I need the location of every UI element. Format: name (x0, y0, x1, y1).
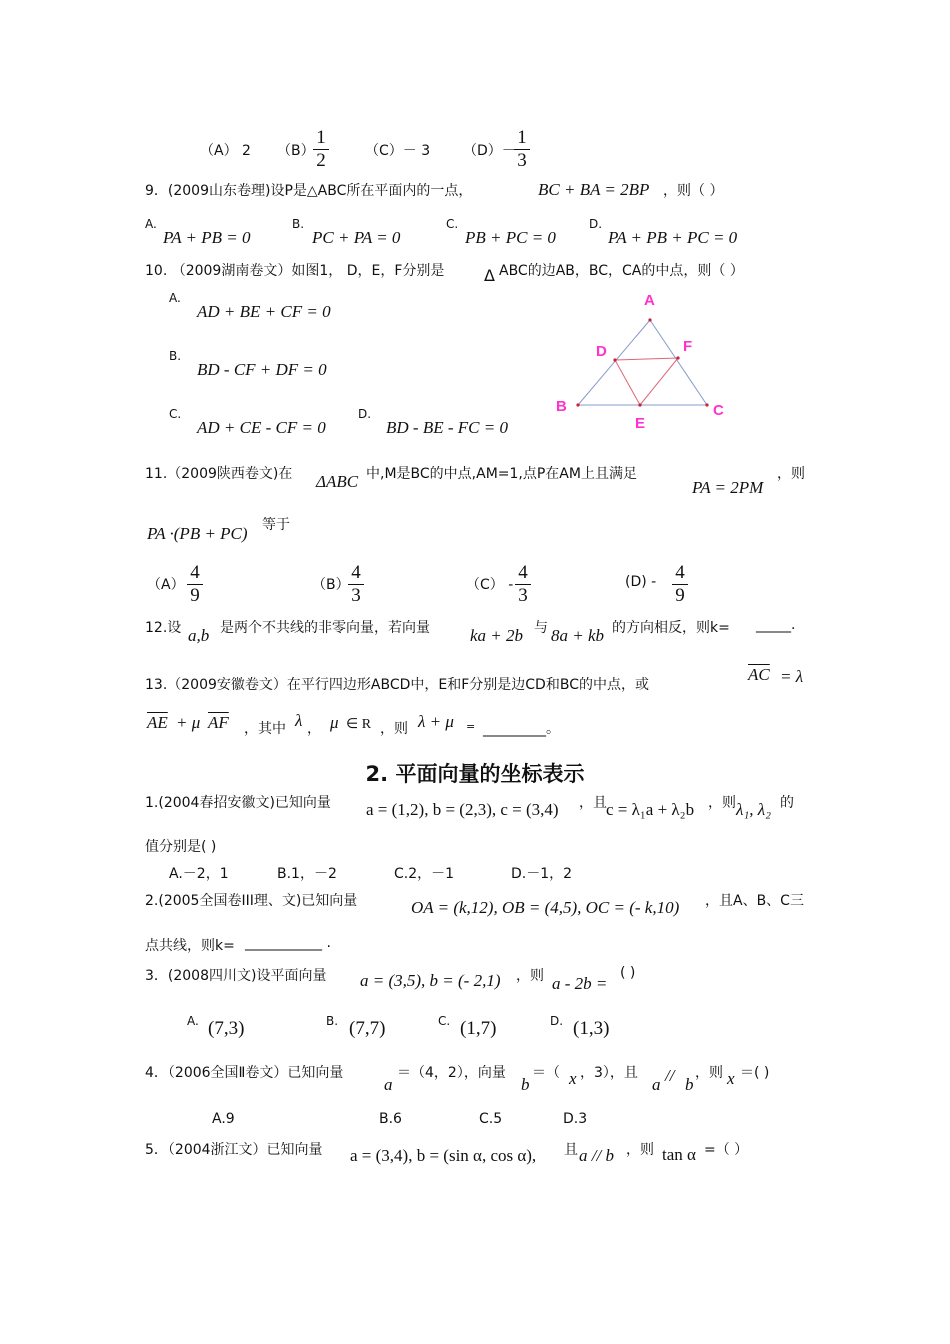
s4-stem-c: ＝（ (532, 1065, 560, 1081)
q10-d-expr: BD - BE - FC = 0 (386, 418, 508, 437)
q9-stem: 9．(2009山东卷理)设P是△ABC所在平面内的一点， (145, 183, 473, 199)
q13-stem: 13.（2009安徽卷文）在平行四边形ABCD中，E和F分别是边CD和BC的中点，或 (145, 677, 649, 693)
s2-stem: 2.(2005全国卷III理、文)已知向量 (145, 893, 358, 909)
q13-in-r: ∈ R (346, 717, 372, 732)
q12-tail: 的方向相反，则k= (612, 620, 730, 636)
s4-parallel: // (665, 1066, 675, 1085)
q13-sum: λ + μ (418, 712, 454, 731)
q13-lambda: λ (295, 711, 303, 730)
s2-expr: OA = (k,12), OB = (4,5), OC = (- k,10) (411, 898, 680, 917)
q11-a-fraction: $\frac{4}{9}$ (187, 563, 203, 606)
s1-line2: 值分别是( ) (145, 839, 217, 855)
s1-expr: a = (1,2), b = (2,3), c = (3,4) (366, 800, 559, 819)
q10-stem-cont: ABC的边AB，BC，CA的中点，则（ ） (499, 263, 744, 279)
edge-fe (640, 358, 678, 405)
q8-option-c: （C）－ 3 (365, 143, 431, 159)
s3-b-label: B. (326, 1014, 339, 1028)
s4-option-a: A.9 (212, 1111, 235, 1127)
q8-option-d: （D）－ (463, 143, 516, 159)
s2-stem-cont: ，且A、B、C三 (705, 893, 804, 909)
q13-vec-ae: $\overline{AE}$ (147, 713, 168, 732)
s3-stem: 3．(2008四川文)设平面向量 (145, 968, 327, 984)
q13-plus-mu: + μ (176, 713, 201, 732)
label-e: E (635, 415, 646, 432)
q12-vars: a,b (188, 626, 210, 645)
q10-triangle-symbol: Δ (484, 266, 495, 285)
q9-d-expr: PA + PB + PC = 0 (608, 228, 738, 247)
s5-expr2: a // b (579, 1146, 614, 1165)
s4-x2: x (727, 1069, 735, 1088)
s3-expr2: a - 2b = (552, 974, 608, 993)
q11-option-a: （A） (147, 577, 185, 593)
s3-c-label: C. (438, 1014, 451, 1028)
edge-ac (650, 320, 707, 405)
s4-vec-a2: a (652, 1075, 661, 1094)
q10-b-label: B. (169, 349, 182, 363)
q8-d-fraction: $\frac{1}{3}$ (514, 128, 530, 171)
label-f: F (683, 338, 693, 355)
s3-c-value: (1,7) (460, 1018, 497, 1039)
q10-c-label: C. (169, 407, 182, 421)
q11-b-fraction: $\frac{4}{3}$ (348, 563, 364, 606)
s3-a-value: (7,3) (208, 1018, 245, 1039)
s4-tail: ＝( ) (740, 1065, 770, 1081)
q9-expr: BC + BA = 2BP (538, 180, 650, 199)
q10-a-expr: AD + BE + CF = 0 (197, 302, 331, 321)
s3-d-value: (1,3) (573, 1018, 610, 1039)
q13-then: ，则 (380, 721, 408, 737)
q12-expr2: 8a + kb (551, 626, 605, 645)
q11-c-fraction: $\frac{4}{3}$ (515, 563, 531, 606)
label-d: D (596, 343, 607, 360)
s3-then: ，则 (516, 968, 544, 984)
s4-then: ，则 (695, 1065, 723, 1081)
q11-tail2: 等于 (262, 517, 290, 533)
point-c (705, 403, 708, 406)
q8-b-fraction: $\frac{1}{2}$ (313, 128, 329, 171)
s5-expr3: tan α (662, 1145, 696, 1164)
q11-expr2: PA ·(PB + PC) (147, 524, 248, 543)
s1-then: ，则 (708, 795, 736, 811)
q11-triangle: ΔABC (316, 472, 359, 491)
q11-option-d: (D) - (625, 574, 657, 590)
q13-mu: μ (330, 713, 339, 732)
q12-blank: _____. (756, 617, 796, 633)
s3-a-label: A. (187, 1014, 199, 1028)
s5-tail: =（ ） (704, 1142, 749, 1158)
s1-de: 的 (780, 795, 794, 811)
q9-b-label: B. (292, 217, 305, 231)
q10-b-expr: BD - CF + DF = 0 (197, 360, 327, 379)
point-f (676, 356, 679, 359)
point-b (576, 403, 579, 406)
q9-b-expr: PC + PA = 0 (312, 228, 401, 247)
s1-expr2: c = λ₁a + λ₂b (606, 800, 695, 819)
q13-blank: _________。 (483, 721, 560, 737)
s4-x: x (569, 1069, 577, 1088)
s5-expr: a = (3,4), b = (sin α, cos α), (350, 1146, 537, 1165)
q11-expr: PA = 2PM (692, 478, 764, 497)
s4-option-d: D.3 (563, 1111, 588, 1127)
s1-option-a: A.－2，1 (169, 866, 229, 882)
section-title: 2. 平面向量的坐标表示 (365, 762, 585, 786)
q8-option-b: （B） (277, 143, 315, 159)
s4-stem: 4．（2006全国Ⅱ卷文）已知向量 (145, 1065, 344, 1081)
point-e (638, 403, 641, 406)
s4-option-c: C.5 (479, 1111, 503, 1127)
q11-tail: ，则 (777, 466, 805, 482)
q12-stem: 12.设 (145, 620, 182, 636)
label-c: C (713, 402, 724, 419)
q11-stem: 11.（2009陕西卷文)在 (145, 466, 293, 482)
label-a: A (644, 292, 655, 309)
s4-option-b: B.6 (379, 1111, 402, 1127)
q9-a-expr: PA + PB = 0 (163, 228, 251, 247)
q10-triangle-figure (550, 285, 740, 435)
q13-eq: = (466, 720, 476, 733)
q12-expr1: ka + 2b (470, 626, 524, 645)
s2-line2: 点共线，则k= (145, 938, 235, 954)
q13-where: ，其中 (244, 721, 286, 737)
q12-stem-cont: 是两个不共线的非零向量，若向量 (220, 620, 430, 636)
s3-d-label: D. (550, 1014, 564, 1028)
q13-comma: ， (307, 721, 321, 737)
q10-stem: 10. （2009湖南卷文）如图1， D，E，F分别是 (145, 263, 445, 279)
s1-option-c: C.2，－1 (394, 866, 455, 882)
s4-vec-b2: b (685, 1075, 694, 1094)
q11-option-c: （C） - (466, 577, 514, 593)
q13-vec-af: $\overline{AF}$ (208, 713, 229, 732)
s2-blank: ___________ . (245, 935, 331, 951)
q9-d-label: D. (589, 217, 603, 231)
s5-then: ，则 (626, 1142, 654, 1158)
s3-tail: ( ) (620, 965, 636, 981)
s4-vec-b: b (521, 1075, 530, 1094)
s5-and: 且 (564, 1142, 578, 1158)
q10-c-expr: AD + CE - CF = 0 (197, 418, 326, 437)
s4-stem-b: ＝（4，2），向量 (397, 1065, 506, 1081)
s3-expr: a = (3,5), b = (- 2,1) (360, 971, 501, 990)
q9-a-label: A. (145, 217, 157, 231)
s1-option-b: B.1，－2 (277, 866, 337, 882)
edge-de (615, 360, 640, 405)
point-a (648, 318, 651, 321)
q11-option-b: （B） (312, 577, 350, 593)
q10-d-label: D. (358, 407, 372, 421)
q8-option-a: （A） 2 (200, 143, 251, 159)
s4-vec-a: a (384, 1075, 393, 1094)
s1-and: ，且 (579, 795, 607, 811)
q9-tail: ，则（ ） (663, 183, 724, 199)
q13-vec-ac: $\overline{AC}$ (748, 665, 770, 684)
q13-eq-lambda: = λ (780, 667, 804, 686)
q9-c-expr: PB + PC = 0 (465, 228, 556, 247)
point-d (613, 358, 616, 361)
s1-expr3: λ₁, λ₂ (736, 800, 772, 819)
q10-a-label: A. (169, 291, 181, 305)
q9-c-label: C. (446, 217, 459, 231)
s1-option-d: D.－1，2 (511, 866, 573, 882)
q11-stem-cont: 中,M是BC的中点,AM=1,点P在AM上且满足 (366, 466, 637, 482)
s1-stem: 1.(2004春招安徽文)已知向量 (145, 795, 331, 811)
s5-stem: 5．（2004浙江文）已知向量 (145, 1142, 323, 1158)
s3-b-value: (7,7) (349, 1018, 386, 1039)
edge-ab (578, 320, 650, 405)
s4-stem-d: ，3），且 (580, 1065, 638, 1081)
q12-mid: 与 (534, 620, 548, 636)
q11-d-fraction: $\frac{4}{9}$ (672, 563, 688, 606)
label-b: B (556, 398, 567, 415)
edge-df (615, 358, 678, 360)
